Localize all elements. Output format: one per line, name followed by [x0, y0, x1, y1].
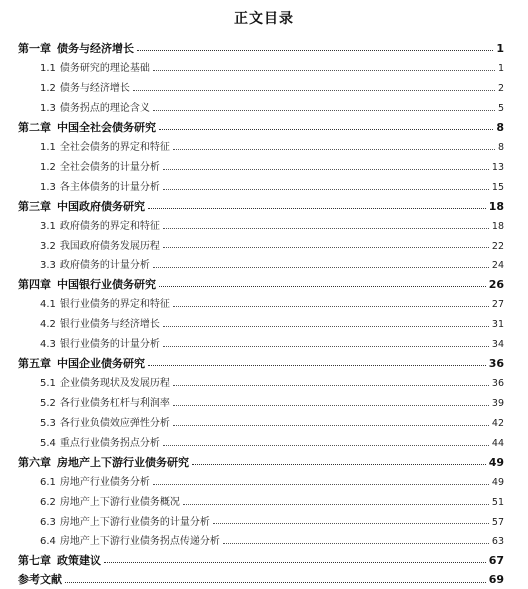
- toc-entry-label: [40, 59, 150, 74]
- toc-entry-label: [40, 513, 210, 528]
- toc-entry-text: 全社会债务的界定和特征: [59, 141, 170, 153]
- toc-entry-number: 6.3: [40, 516, 56, 528]
- dot-leader: [173, 425, 489, 426]
- toc-chapter-entry: [18, 552, 504, 571]
- toc-page-number: 15: [491, 181, 504, 193]
- toc-entry-label: [40, 256, 150, 271]
- toc-entry-text: 各行业债务杠杆与利润率: [59, 398, 170, 410]
- toc-entry-number: 第六章: [18, 455, 51, 469]
- toc-page-number: 69: [488, 573, 504, 587]
- toc-page-number: 18: [491, 220, 504, 232]
- toc-section-entry: [18, 138, 504, 158]
- toc-section-entry: [18, 434, 504, 454]
- toc-entry-number: 第四章: [18, 278, 51, 292]
- toc-entry-number: 4.2: [40, 319, 56, 331]
- toc-entry-label: [40, 217, 160, 232]
- toc-entry-number: 4.3: [40, 339, 56, 351]
- toc-chapter-entry: [18, 454, 504, 473]
- toc-section-entry: [18, 256, 504, 276]
- toc-section-entry: [18, 158, 504, 178]
- toc-entry-number: 1.3: [40, 181, 56, 193]
- toc-entry-label: [40, 532, 220, 547]
- toc-entry-number: 5.1: [40, 378, 56, 390]
- toc-entry-label: [18, 454, 189, 470]
- toc-page-number: 42: [491, 417, 504, 429]
- toc-entry-label: [18, 355, 145, 371]
- dot-leader: [173, 306, 489, 307]
- toc-page-number: 36: [488, 357, 504, 371]
- toc-entry-text: 中国企业债务研究: [57, 357, 145, 371]
- toc-chapter-entry: [18, 119, 504, 138]
- toc-entry-text: 全社会债务的计量分析: [59, 161, 160, 173]
- toc-page-number: 13: [491, 161, 504, 173]
- dot-leader: [192, 464, 486, 465]
- toc-entry-number: 3.1: [40, 220, 56, 232]
- toc-page-number: 2: [497, 82, 504, 94]
- dot-leader: [163, 346, 489, 347]
- toc-entry-text: 中国全社会债务研究: [57, 120, 156, 134]
- toc-entry-text: 重点行业债务拐点分析: [59, 437, 160, 449]
- toc-entry-label: [40, 79, 130, 94]
- dot-leader: [223, 543, 489, 544]
- toc-entry-number: 6.1: [40, 476, 56, 488]
- dot-leader: [153, 110, 495, 111]
- toc-chapter-entry: [18, 40, 504, 59]
- toc-entry-text: 房地产上下游行业债务拐点传递分析: [59, 536, 220, 548]
- toc-entry-text: 中国银行业债务研究: [57, 278, 156, 292]
- dot-leader: [183, 504, 489, 505]
- toc-entry-number: 5.2: [40, 398, 56, 410]
- toc-entry-label: [40, 394, 170, 409]
- toc-section-entry: [18, 315, 504, 335]
- toc-entry-text: 银行业债务与经济增长: [59, 319, 160, 331]
- toc-entry-number: 第三章: [18, 199, 51, 213]
- toc-section-entry: [18, 513, 504, 533]
- dot-leader: [173, 149, 495, 150]
- dot-leader: [137, 50, 493, 51]
- toc-entry-number: 6.2: [40, 496, 56, 508]
- toc-entry-number: 3.2: [40, 240, 56, 252]
- toc-entry-label: [18, 198, 145, 214]
- toc-entry-text: 房地产上下游行业债务研究: [57, 455, 189, 469]
- toc-entry-label: [40, 414, 170, 429]
- toc-entry-text: 房地产上下游行业债务概况: [59, 496, 180, 508]
- toc-page-number: 63: [491, 536, 504, 548]
- toc-entry-number: 1.3: [40, 102, 56, 114]
- toc-entry-label: [40, 158, 160, 173]
- toc-page-number: 5: [497, 102, 504, 114]
- dot-leader: [148, 365, 486, 366]
- dot-leader: [163, 445, 489, 446]
- toc-entry-number: 1.2: [40, 161, 56, 173]
- toc-entry-text: 债务研究的理论基础: [59, 63, 150, 75]
- toc-section-entry: [18, 532, 504, 552]
- toc-entry-label: [40, 237, 160, 252]
- toc-entry-number: 5.4: [40, 437, 56, 449]
- toc-entry-number: 1.1: [40, 63, 56, 75]
- table-of-contents: [18, 40, 504, 589]
- dot-leader: [159, 286, 486, 287]
- toc-page-number: 44: [491, 437, 504, 449]
- dot-leader: [159, 129, 493, 130]
- dot-leader: [173, 385, 489, 386]
- dot-leader: [65, 582, 486, 583]
- dot-leader: [163, 189, 489, 190]
- toc-entry-label: [18, 552, 101, 568]
- toc-page-number: 1: [497, 63, 504, 75]
- dot-leader: [173, 405, 489, 406]
- toc-page-number: 34: [491, 339, 504, 351]
- dot-leader: [163, 169, 489, 170]
- toc-entry-text: 政府债务的计量分析: [59, 260, 150, 272]
- toc-entry-number: 5.3: [40, 417, 56, 429]
- toc-entry-label: [40, 315, 160, 330]
- toc-entry-text: 政府债务的界定和特征: [59, 220, 160, 232]
- dot-leader: [163, 228, 489, 229]
- toc-entry-text: 政策建议: [57, 554, 101, 568]
- dot-leader: [163, 326, 489, 327]
- toc-entry-label: [40, 99, 150, 114]
- dot-leader: [213, 523, 489, 524]
- toc-chapter-entry: [18, 276, 504, 295]
- toc-page-number: 57: [491, 516, 504, 528]
- toc-section-entry: [18, 335, 504, 355]
- toc-entry-number: 6.4: [40, 536, 56, 548]
- toc-entry-number: 第五章: [18, 357, 51, 371]
- toc-entry-text: 中国政府债务研究: [57, 199, 145, 213]
- toc-section-entry: [18, 79, 504, 99]
- toc-entry-text: 银行业债务的计量分析: [59, 339, 160, 351]
- toc-section-entry: [18, 99, 504, 119]
- toc-page-number: 8: [496, 120, 504, 134]
- toc-section-entry: [18, 374, 504, 394]
- toc-entry-text: 债务与经济增长: [57, 42, 134, 55]
- toc-page-number: 67: [488, 554, 504, 568]
- toc-entry-number: 第二章: [18, 120, 51, 134]
- toc-page-number: 8: [497, 141, 504, 153]
- toc-entry-number: 1.1: [40, 141, 56, 153]
- toc-entry-label: [40, 434, 160, 449]
- dot-leader: [104, 562, 486, 563]
- dot-leader: [148, 208, 486, 209]
- toc-page-number: 18: [488, 199, 504, 213]
- toc-page-number: 39: [491, 398, 504, 410]
- toc-entry-label: [40, 473, 150, 488]
- toc-entry-label: [40, 295, 170, 310]
- dot-leader: [153, 484, 489, 485]
- toc-page-number: 49: [488, 455, 504, 469]
- toc-page-number: 26: [488, 278, 504, 292]
- toc-entry-number: 第七章: [18, 554, 51, 568]
- toc-entry-text: 各主体债务的计量分析: [59, 181, 160, 193]
- toc-page-number: 51: [491, 496, 504, 508]
- toc-section-entry: [18, 178, 504, 198]
- toc-entry-label: [40, 374, 170, 389]
- toc-entry-label: [18, 40, 134, 56]
- toc-chapter-entry: [18, 571, 504, 589]
- toc-entry-text: 债务与经济增长: [59, 82, 130, 94]
- toc-page-number: 27: [491, 299, 504, 311]
- toc-page-number: 49: [491, 476, 504, 488]
- toc-entry-text: 房地产行业债务分析: [59, 476, 150, 488]
- toc-page-number: 36: [491, 378, 504, 390]
- toc-entry-label: [40, 493, 180, 508]
- toc-section-entry: [18, 473, 504, 493]
- toc-entry-text: 银行业债务的界定和特征: [59, 299, 170, 311]
- toc-section-entry: [18, 295, 504, 315]
- toc-entry-label: [18, 119, 156, 135]
- toc-section-entry: [18, 394, 504, 414]
- toc-section-entry: [18, 217, 504, 237]
- toc-entry-label: [18, 276, 156, 292]
- toc-entry-text: 参考文献: [18, 573, 62, 587]
- toc-section-entry: [18, 414, 504, 434]
- dot-leader: [153, 267, 489, 268]
- dot-leader: [133, 90, 495, 91]
- toc-entry-text: 房地产上下游行业债务的计量分析: [59, 516, 210, 528]
- toc-page-number: 24: [491, 260, 504, 272]
- toc-section-entry: [18, 59, 504, 79]
- toc-entry-label: [40, 178, 160, 193]
- toc-title: 正文目录: [234, 11, 294, 27]
- toc-chapter-entry: [18, 355, 504, 374]
- toc-entry-number: 第一章: [18, 42, 51, 55]
- toc-entry-number: 1.2: [40, 82, 56, 94]
- dot-leader: [163, 247, 489, 248]
- toc-chapter-entry: [18, 198, 504, 217]
- toc-entry-label: [18, 571, 62, 587]
- toc-entry-label: [40, 138, 170, 153]
- dot-leader: [153, 70, 495, 71]
- toc-entry-text: 各行业负债效应弹性分析: [59, 417, 170, 429]
- toc-entry-label: [40, 335, 160, 350]
- toc-section-entry: [18, 493, 504, 513]
- toc-section-entry: [18, 237, 504, 257]
- toc-entry-number: 3.3: [40, 260, 56, 272]
- toc-entry-text: 我国政府债务发展历程: [59, 240, 160, 252]
- toc-page-number: 31: [491, 319, 504, 331]
- toc-entry-text: 债务拐点的理论含义: [59, 102, 150, 114]
- toc-entry-number: 4.1: [40, 299, 56, 311]
- toc-page-number: 1: [496, 42, 504, 55]
- toc-page-number: 22: [491, 240, 504, 252]
- toc-entry-text: 企业债务现状及发展历程: [59, 378, 170, 390]
